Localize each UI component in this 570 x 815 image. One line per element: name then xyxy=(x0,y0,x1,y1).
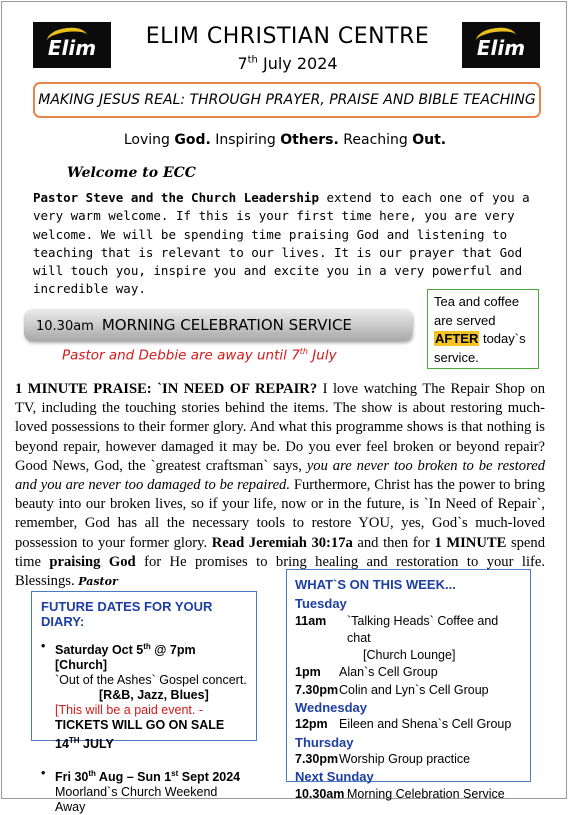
elim-logo-left xyxy=(33,22,111,68)
pastor-signature: Pastor xyxy=(78,575,118,589)
future-dates-heading: FUTURE DATES FOR YOUR DIARY: xyxy=(41,599,213,629)
future-dates-box xyxy=(31,591,257,815)
welcome-text: Pastor Steve and the Church Leadership extend to each one of you a very warm welcome. If this is your first time here, you are very welcome. We will be spending time praising God and listening to teaching that is relevant to our lives. It is our prayer that God will touch you, inspire you and excite you in a very powerful and incredible way. xyxy=(33,190,530,297)
schedule-row: 7.30pm Colin and Lyn`s Cell Group xyxy=(295,682,489,697)
this-week-heading: WHAT`S ON THIS WEEK... xyxy=(295,577,456,592)
schedule-row: 1pm Alan`s Cell Group xyxy=(295,665,438,680)
logo-text: Elim xyxy=(476,36,526,60)
this-week-box: WHAT`S ON THIS WEEK... Tuesday 11am `Talking Heads` Coffee and chat [Church Lounge] 1pm Alan`s Cell Group 7.30pm Colin and Lyn`s Cell Group Wednesday 12pm Eileen and Shena`s Cell Group Thursday 7.30pm Worship Group practice Next Sunday 10.30am Morning Celebration Service xyxy=(286,569,531,782)
schedule-row: 11am `Talking Heads` Coffee and chat xyxy=(295,613,499,645)
schedule-row: 10.30am Morning Celebration Service xyxy=(295,786,505,801)
church-title: ELIM CHRISTIAN CENTRE xyxy=(145,24,430,49)
day-heading: Wednesday xyxy=(295,700,368,716)
service-name: MORNING CELEBRATION SERVICE xyxy=(101,316,352,334)
future-event: • Fri 30th Aug – Sun 1st Sept 2024 Moorland`s Church Weekend Away xyxy=(41,766,241,815)
welcome-heading: Welcome to ECC xyxy=(67,165,196,181)
day-heading: Tuesday xyxy=(295,596,347,612)
elim-logo-right xyxy=(462,22,540,68)
service-banner xyxy=(24,309,412,341)
tagline: Loving God. Inspiring Others. Reaching Out. xyxy=(123,132,447,148)
tea-coffee-notice: Tea and coffee are served AFTER today`s service. xyxy=(427,289,539,369)
day-heading: Next Sunday xyxy=(295,769,374,785)
minute-praise-article: 1 MINUTE PRAISE: `IN NEED OF REPAIR? I love watching The Repair Shop on TV, including the touching stories behind the items. The show is about restoring much-loved possessions to their former glory. And what this programme shows is that nothing is beyond repair, however damaged it may be. Do you ever feel broken or beyond repair? Good News, God, the `greatest craftsman` says, you are never too broken to be restored and you are never too damaged to be repaired. Furthermore, Christ has the power to bring beauty into our broken lives, so if your life, now or in the future, is `In Need of Repair`, remember, God has all the necessary tools to restore YOU, yes, God`s much-loved possession to your former glory. Read Jeremiah 30:17a and then for 1 MINUTE spend time praising God for He promises to bring healing and restoration to your life. Blessings. Pastor xyxy=(15,381,545,590)
service-time: 10.30am xyxy=(36,319,94,334)
schedule-row: 7.30pm Worship Group practice xyxy=(295,751,471,766)
future-event: • Saturday Oct 5th @ 7pm [Church] `Out of the Ashes` Gospel concert. [R&B, Jazz, Blues] [This will be a paid event. - TICKETS WILL GO ON SALE 14TH JULY xyxy=(41,639,247,752)
mission-banner: MAKING JESUS REAL: THROUGH PRAYER, PRAISE AND BIBLE TEACHING xyxy=(33,82,541,118)
service-date: 7th July 2024 xyxy=(237,54,338,73)
schedule-row: 12pm Eileen and Shena`s Cell Group xyxy=(295,717,512,732)
logo-text: Elim xyxy=(47,36,97,60)
away-notice: Pastor and Debbie are away until 7th July xyxy=(62,347,337,364)
day-heading: Thursday xyxy=(295,734,354,750)
